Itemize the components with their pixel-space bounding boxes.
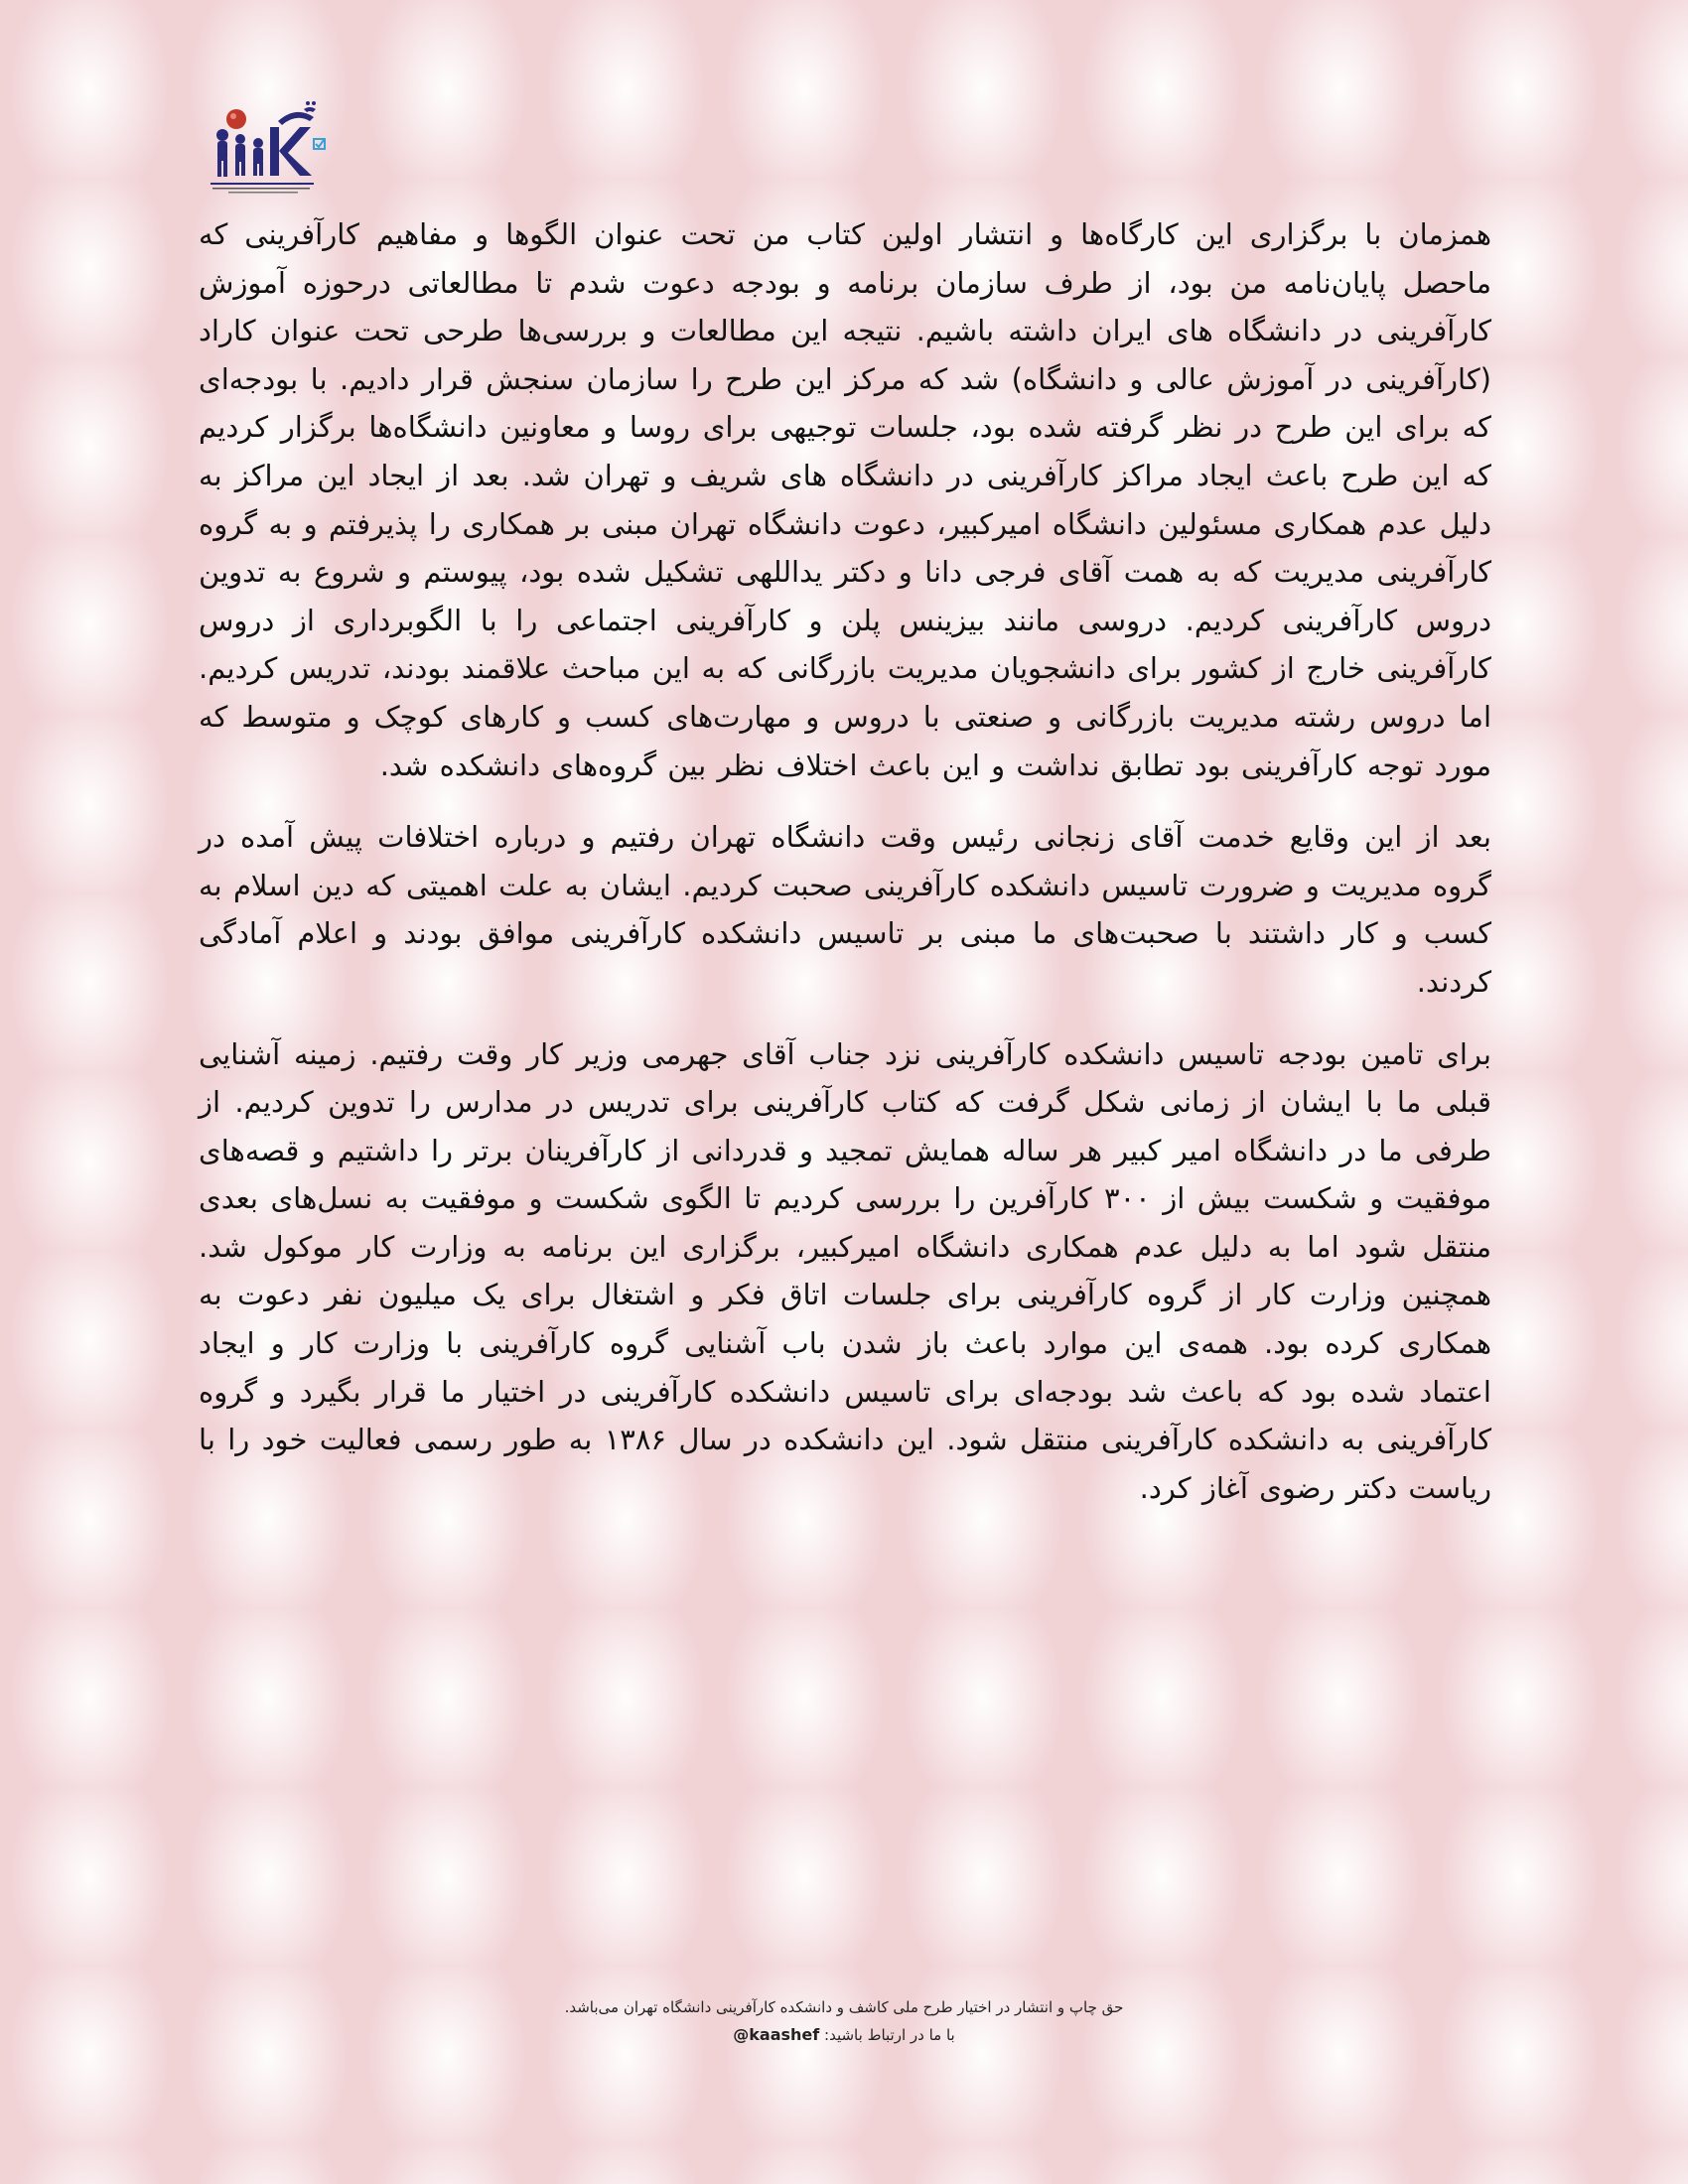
paragraph-2: بعد از این وقایع خدمت آقای زنجانی رئیس وقت دانشگاه تهران رفتیم و درباره اختلافات پیش آمده در گروه مدیریت و ضرورت تاسیس دانشکده کارآفرینی صحبت کردیم. ایشان به علت اهمیتی که دین اسلام به کسب و کار داشتند با صحبت‌های ما مبنی بر تاسیس دانشکده کارآفرینی موافق بودند و اعلام آمادگی کردند. xyxy=(199,820,1491,999)
paragraph-3: برای تامین بودجه تاسیس دانشکده کارآفرینی نزد جناب آقای جهرمی وزیر کار وقت رفتیم. زمینه آشنایی قبلی ما با ایشان از زمانی شکل گرفت که کتاب کارآفرینی برای تدریس در مدارس را تدوین کردیم. از طرفی ما در دانشگاه امیر کبیر هر ساله همایش تمجید و قدردانی از کارآفرینان برتر را داشتیم و قصه‌های موفقیت و شکست بیش از ۳۰۰ کارآفرین را بررسی کردیم تا الگوی شکست و موفقیت به نسل‌های بعدی منتقل شود اما به دلیل عدم همکاری دانشگاه امیرکبیر، برگزاری این برنامه به وزارت کار موکول شد. همچنین وزارت کار از گروه کارآفرینی برای جلسات اتاق فکر و اشتغال برای یک میلیون نفر دعوت به همکاری کرده بود. همه‌ی این موارد باعث باز شدن باب آشنایی گروه کارآفرینی با وزارت کار و ایجاد اعتماد شده بود که باعث شد بودجه‌ای برای تاسیس دانشکده کارآفرینی در اختیار ما قرار بگیرد و گروه کارآفرینی به دانشکده کارآفرینی منتقل شود. این دانشکده در سال ۱۳۸۶ به طور رسمی فعالیت خود را با ریاست دکتر رضوی آغاز کرد. xyxy=(199,1036,1491,1505)
kashef-logo xyxy=(209,99,328,208)
paragraph-1: همزمان با برگزاری این کارگاه‌ها و انتشار اولین کتاب من تحت عنوان الگوها و مفاهیم کارآفرینی که ماحصل پایان‌نامه من بود، از طرف سازمان برنامه و بودجه دعوت شدم تا مطالعاتی درحوزه آموزش کارآفرینی در دانشگاه های ایران داشته باشیم. نتیجه این مطالعات و بررسی‌ها طرحی تحت عنوان کاراد (کارآفرینی در آموزش عالی و دانشگاه) شد که مرکز این طرح را سازمان سنجش قرار دادیم. با بودجه‌ای که برای این طرح در نظر گرفته شده بود، جلسات توجیهی برای روسا و معاونین دانشگاه‌ها برگزار کردیم که این طرح باعث ایجاد مراکز کارآفرینی در دانشگاه های شریف و تهران شد. بعد از ایجاد این مراکز به دلیل عدم همکاری مسئولین دانشگاه امیرکبیر، دعوت دانشگاه تهران مبنی بر همکاری را پذیرفتم و به گروه کارآفرینی مدیریت که به همت آقای فرجی دانا و دکتر یداللهی تشکیل شده بود، پیوستم و شروع به تدوین دروس کارآفرینی کردیم. دروسی مانند بیزینس پلن و کارآفرینی اجتماعی را با الگوبرداری از دروس کارآفرینی خارج از کشور برای دانشجویان مدیریت بازرگانی که به این مباحث علاقمند بودند، تدریس کردیم. اما دروس رشته مدیریت بازرگانی و صنعتی با دروس و مهارت‌های کسب و کارهای کوچک و متوسط که مورد توجه کارآفرینی بود تطابق نداشت و این باعث اختلاف نظر بین گروه‌های دانشکده شد. xyxy=(199,217,1491,782)
document-body xyxy=(199,210,1491,1536)
contact-line xyxy=(397,2021,1291,2049)
copyright-notice: حق چاپ و انتشار در اختیار طرح ملی کاشف و دانشکده کارآفرینی دانشگاه تهران می‌باشد. xyxy=(564,1998,1124,2016)
page-footer xyxy=(397,1993,1291,2049)
contact-handle[interactable]: @kaashef xyxy=(733,2025,820,2044)
contact-label: با ما در ارتباط باشید: xyxy=(824,2026,955,2044)
